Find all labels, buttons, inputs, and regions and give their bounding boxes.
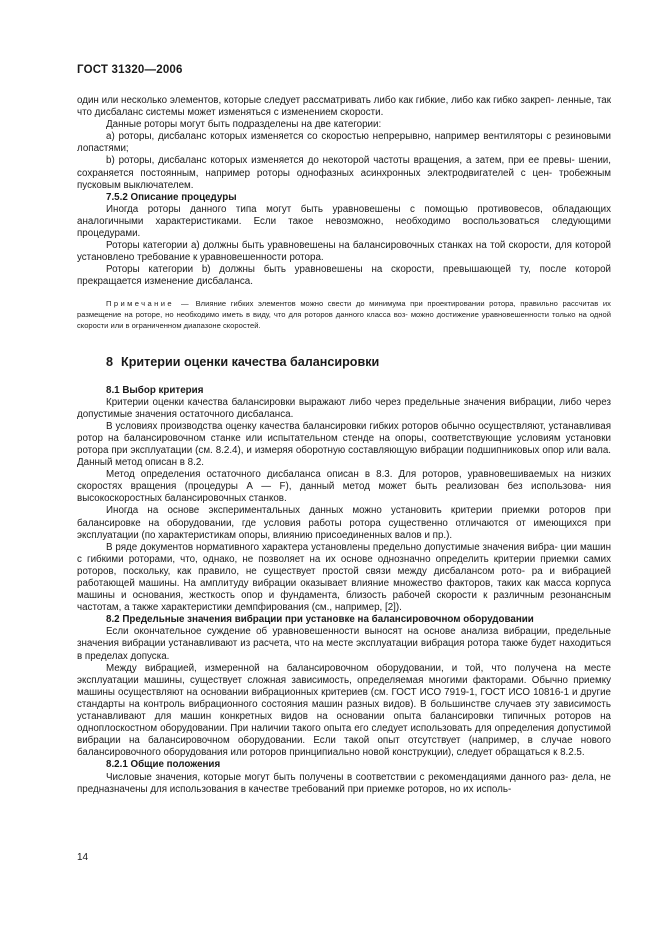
paragraph-8-1-5: В ряде документов нормативного характера установлены предельно допустимые значения вибра- ции машин с гибкими роторами, что, однако, не позволяет на их основе однозначно определить критерии приемки самих роторов, поскольку, как правило, не существует простой связи между дисбалансом рото- ра и вибрацией работающей машины. На амплитуду вибрации оказывает влияние множество факторов, таких как масса корпуса машины и основания, жесткость опор и фундамента, близость рабочей скорости к различным резонансным частотам, а также характеристики демпфирования (см., например, [2]). [77,541,611,614]
note-text: Влияние гибких элементов можно свести до минимума при проектировании ротора, правильно рассчитав их размещение на роторе, но необходимо иметь в виду, что для роторов данного класса воз- можно достижение уравновешенности только на одной скорости или в ограниченном диапазоне скоростей. [77,298,611,330]
paragraph-categories: Данные роторы могут быть подразделены на две категории: [106,119,382,131]
paragraph-7-5-2-1: Иногда роторы данного типа могут быть уравновешены с помощью противовесов, обладающих аналогичными характеристиками. Если такое невозможно, необходимо воспользоваться следующими процедурами. [77,203,611,240]
main-text [77,95,611,796]
list-item-b: b) роторы, дисбаланс которых изменяется до некоторой частоты вращения, а затем, при ее превы- шении, сохраняется постоянным, например роторы однофазных асинхронных электродвигателей с цен- тробежным пусковым выключателем. [77,155,611,191]
heading-7-5-2: 7.5.2 Описание процедуры [106,191,237,203]
paragraph-8-2-1: Если окончательное суждение об уравновешенности выносят на основе анализа вибрации, предельные значения вибрации устанавливают из расчета, что на месте эксплуатации вибрация ротора также будет находиться в пределах допуска. [77,626,611,662]
paragraph-8-1-4: Иногда на основе экспериментальных данных можно установить критерии приемки роторов при балансировке на оборудовании, где условия работы ротора существенно отличаются от имеющихся при эксплуатации (по характеристикам опоры, влиянию присоединенных валов и пр.). [77,505,611,541]
section-8-heading [77,355,611,370]
paragraph-8-1-2: В условиях производства оценку качества балансировки гибких роторов обычно осуществляют, устанавливая ротор на балансировочном станке или испытательном стенде на опоры, соответствующие условиям установки ротора при эксплуатации (см. 8.2.4), и измеряя оборотную составляющую вибрации подшипниковых опор или вала. Данный метод описан в 8.2. [77,420,611,469]
note-label: Примечание — [106,298,191,308]
document-header: ГОСТ 31320—2006 [77,64,183,76]
heading-8-2-1: 8.2.1 Общие положения [106,759,221,771]
paragraph-8-1-3: Метод определения остаточного дисбаланса описан в 8.3. Для роторов, уравновешиваемых на низких скоростях вращения (процедуры А — F), данный метод может быть реализован без использова- ния высокоскоростных балансировочных станков. [77,469,611,505]
paragraph-intro: один или несколько элементов, которые следует рассматривать либо как гибкие, либо как гибко закреп- ленные, так что дисбаланс системы может изменяться с изменением скорости. [77,95,611,119]
paragraph-8-2-1-1: Числовые значения, которые могут быть получены в соответствии с рекомендациями данного раз- дела, не предназначены для использования в качестве требований при приемке роторов, но их исполь- [77,771,611,795]
paragraph-8-1-1: Критерии оценки качества балансировки выражают либо через предельные значения вибрации, либо через допустимые значения остаточного дисбаланса. [77,396,611,420]
paragraph-7-5-2-3: Роторы категории b) должны быть уравновешены на скорости, превышающей ту, после которой прекращается изменение дисбаланса. [77,264,611,288]
section-title: Критерии оценки качества балансировки [121,354,380,369]
paragraph-7-5-2-2: Роторы категории а) должны быть уравновешены на балансировочных станках на той скорости, для которой установлено требование к уравновешенности ротора. [77,240,611,264]
paragraph-8-2-2: Между вибрацией, измеренной на балансировочном оборудовании, и той, что получена на месте эксплуатации машины, существует сложная зависимость, определяемая многими факторами. Обычно приемку машины осуществляют на основании вибрационных критериев (см. ГОСТ ИСО 7919-1, ГОСТ ИСО 10816-1 и другие стандарты на контроль вибрационного состояния машин разных видов). В большинстве случаев эту зависимость устанавливают для машин конкретных видов на основании опыта балансировки типичных роторов на одноплоскостном оборудовании. При наличии такого опыта его следует использовать для определения допустимой вибрации на балансировочном оборудовании. Если такой опыт отсутствует (например, в случае нового балансировочного оборудования или роторов принципиально новой конструкции), следует обращаться к 8.2.5. [77,662,611,759]
list-item-a: a) роторы, дисбаланс которых изменяется со скоростью непрерывно, например вентиляторы с резиновыми лопастями; [77,131,611,155]
heading-8-2: 8.2 Предельные значения вибрации при установке на балансировочном оборудовании [106,614,534,626]
section-number: 8 [106,354,114,369]
heading-8-1: 8.1 Выбор критерия [106,384,204,396]
page-number: 14 [77,852,89,863]
note [77,298,611,331]
